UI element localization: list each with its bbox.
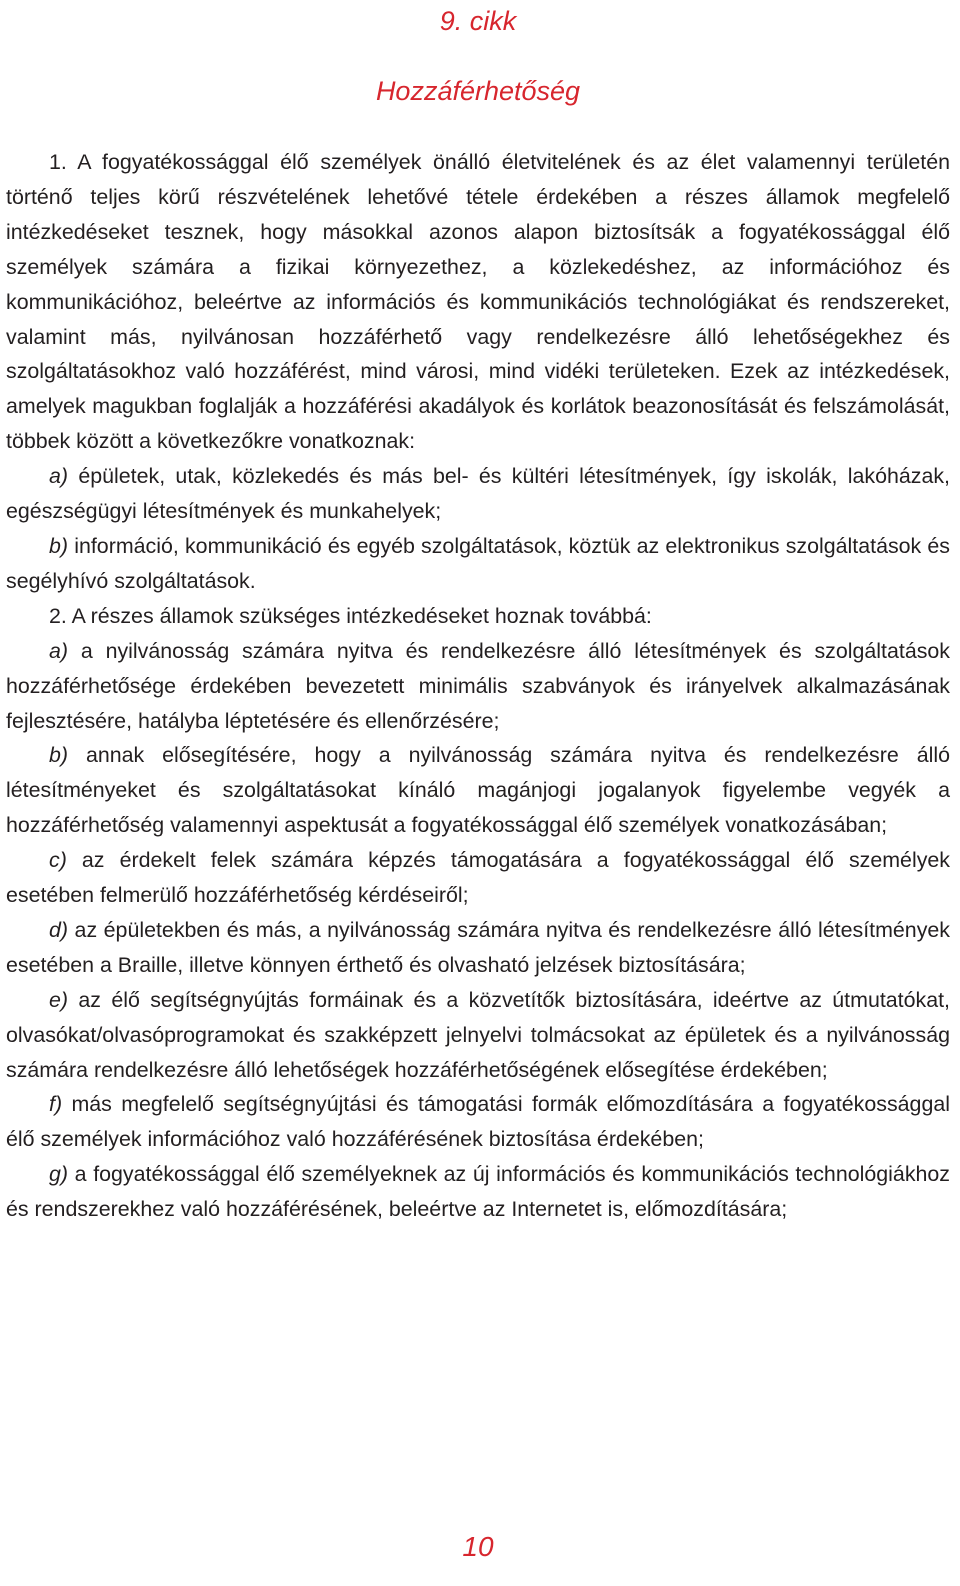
paragraph-1a xyxy=(6,459,950,529)
paragraph-2 xyxy=(6,599,950,634)
paragraph-2f xyxy=(6,1087,950,1157)
paragraph-2d xyxy=(6,913,950,983)
item-label-a: a) xyxy=(49,464,69,489)
item-text-b: információ, kommunikáció és egyéb szolgáltatások, köztük az elektronikus szolgáltatások és segélyhívó szolgáltatások. xyxy=(6,533,951,593)
paragraph-2g xyxy=(6,1157,950,1227)
paragraph-1b xyxy=(6,529,950,599)
item-text-2a: a nyilvánosság számára nyitva és rendelkezésre álló létesítmények és szolgáltatások hozzáférhetősége érdekében bevezetett minimális szabványok és irányelvek alkalmazásának fejlesztésére, hatályba léptetésére és ellenőrzésére; xyxy=(6,638,951,733)
item-label-b: b) xyxy=(49,533,69,558)
paragraph-2e xyxy=(6,983,950,1088)
article-body xyxy=(6,145,950,1227)
item-text-a: épületek, utak, közlekedés és más bel- és kültéri létesítmények, így iskolák, lakóházak, egészségügyi létesítmények és munkahelyek; xyxy=(6,464,951,524)
paragraph-1 xyxy=(6,145,950,459)
paragraph-2c xyxy=(6,843,950,913)
item-label-2g: g) xyxy=(49,1162,69,1187)
item-text-2c: az érdekelt felek számára képzés támogatására a fogyatékossággal élő személyek esetében felmerülő hozzáférhetőség kérdéseiről; xyxy=(6,848,950,908)
article-title: Hozzáférhetőség xyxy=(375,76,581,106)
document-page xyxy=(6,0,950,1586)
paragraph-2a xyxy=(6,634,950,739)
item-label-2f: f) xyxy=(49,1092,63,1117)
paragraph-2b xyxy=(6,738,950,843)
item-text-2d: az épületekben és más, a nyilvánosság számára nyitva és rendelkezésre álló létesítmények esetében a Braille, illetve könnyen érthető és olvasható jelzések biztosítására; xyxy=(6,917,950,977)
item-label-2a: a) xyxy=(49,638,69,663)
article-number: 9. cikk xyxy=(439,6,517,36)
item-text-2e: az élő segítségnyújtás formáinak és a közvetítők biztosítására, ideértve az útmutatókat, olvasókat/olvasóprogramokat és szakképzett jelnyelvi tolmácsokat az épületek és a nyilvánosság számára rendelkezésre álló lehetőségek hozzáférhetőségének elősegítése érdekében; xyxy=(6,987,950,1082)
item-label-2e: e) xyxy=(49,987,69,1012)
page-number: 10 xyxy=(462,1531,494,1562)
paragraph-2-text: 2. A részes államok szükséges intézkedéseket hoznak továbbá: xyxy=(49,603,652,628)
item-label-2d: d) xyxy=(49,917,69,942)
item-label-2b: b) xyxy=(49,743,69,768)
item-text-2g: a fogyatékossággal élő személyeknek az új információs és kommunikációs technológiákhoz és rendszerekhez való hozzáférésének, beleértve az Internetet is, előmozdítására; xyxy=(6,1162,950,1222)
item-text-2f: más megfelelő segítségnyújtási és támogatási formák előmozdítására a fogyatékossággal élő személyek információhoz való hozzáférésének biztosítása érdekében; xyxy=(6,1092,950,1152)
item-text-2b: annak elősegítésére, hogy a nyilvánosság számára nyitva és rendelkezésre álló létesítményeket és szolgáltatásokat kínáló magánjogi jogalanyok figyelembe vegyék a hozzáférhetőség valamennyi aspektusát a fogyatékossággal élő személyek vonatkozásában; xyxy=(6,743,950,838)
item-label-2c: c) xyxy=(49,848,67,873)
paragraph-1-text: 1. A fogyatékossággal élő személyek önálló életvitelének és az élet valamennyi területén történő teljes körű részvételének lehetővé tétele érdekében a részes államok megfelelő intézkedéseket tesznek, hogy másokkal azonos alapon biztosítsák a fogyatékossággal élő személyek számára a fizikai környezethez, a közlekedéshez, az információhoz és kommunikációhoz, beleértve az információs és kommunikációs technológiákat és rendszereket, valamint más, nyilvánosan hozzáférhető vagy rendelkezésre álló lehetőségekhez és szolgáltatásokhoz való hozzáférést, mind városi, mind vidéki területeken. Ezek az intézkedések, amelyek magukban foglalják a hozzáférési akadályok és korlátok beazonosítását és felszámolását, többek között a következőkre vonatkoznak: xyxy=(6,150,950,454)
